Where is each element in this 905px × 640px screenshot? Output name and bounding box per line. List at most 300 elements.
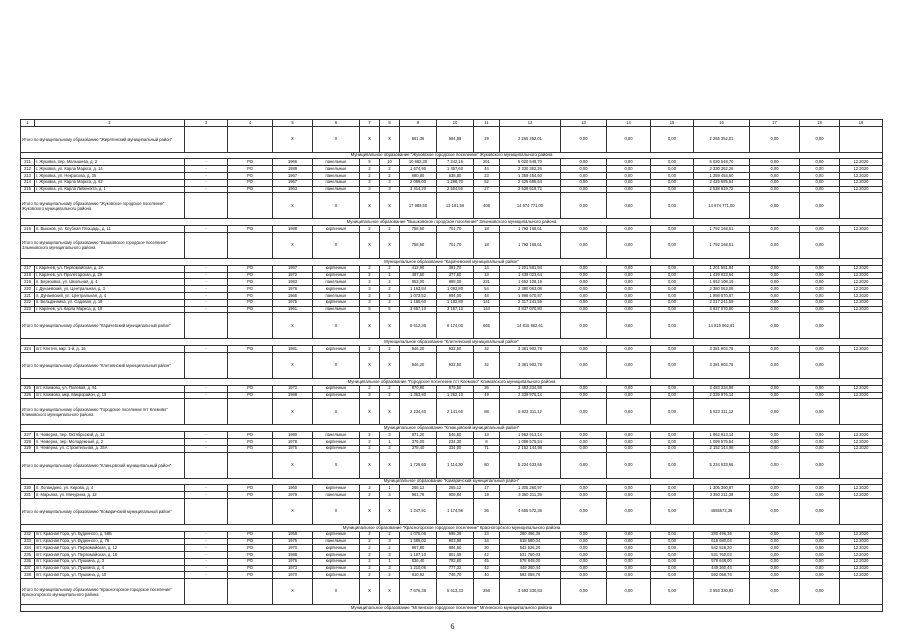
data-cell: 0,00: [800, 346, 840, 353]
row-number: 228: [21, 438, 35, 445]
data-cell: 0,00: [651, 186, 694, 193]
data-cell: 23: [474, 172, 500, 179]
data-cell: 0,00: [561, 572, 607, 579]
subtotal-cell: 0,00: [800, 579, 840, 605]
data-cell: РО: [228, 292, 273, 299]
subtotal-cell: X: [380, 352, 400, 378]
data-cell: 1965: [273, 292, 313, 299]
data-cell: 44: [474, 166, 500, 173]
data-cell: 777,32: [437, 565, 474, 572]
data-cell: 12.2020: [840, 279, 883, 286]
data-cell: 0,00: [607, 292, 651, 299]
data-cell: 0,00: [800, 265, 840, 272]
subtotal-cell: 0,00: [750, 498, 800, 524]
data-cell: 2: [380, 172, 400, 179]
data-cell: 0,00: [800, 166, 840, 173]
subtotal-cell: 0,00: [750, 232, 800, 258]
data-cell: панельные: [313, 179, 360, 186]
data-cell: 0,00: [800, 445, 840, 452]
data-cell: 0,00: [800, 565, 840, 572]
data-cell: 17: [474, 485, 500, 492]
data-cell: 0,00: [800, 292, 840, 299]
subtotal-cell: 0,00: [607, 579, 651, 605]
data-cell: 36: [474, 385, 500, 392]
data-cell: -: [185, 531, 228, 538]
data-cell: 542 526,20: [500, 545, 561, 552]
data-cell: 45: [474, 558, 500, 565]
data-cell: -: [185, 166, 228, 173]
data-cell: кирпичные: [313, 392, 360, 399]
header-cell: 11: [474, 120, 500, 127]
data-cell: 1: [380, 438, 400, 445]
data-cell: 578 648,00: [500, 558, 561, 565]
data-cell: панельные: [313, 186, 360, 193]
row-number: 218: [21, 272, 35, 279]
data-cell: 0,00: [750, 166, 800, 173]
subtotal-cell: 29: [474, 126, 500, 152]
subtotal-cell: 5 823 311,12: [500, 399, 561, 425]
subtotal-cell: X: [360, 399, 380, 425]
subtotal-cell: X: [273, 579, 313, 605]
data-cell: 1958: [273, 531, 313, 538]
data-cell: РО: [228, 306, 273, 313]
section-header-row: [21, 425, 883, 432]
subtotal-cell: 14 815 962,61: [694, 313, 750, 339]
subtotal-cell: [185, 126, 228, 152]
data-cell: 2: [380, 346, 400, 353]
data-cell: 0,00: [607, 179, 651, 186]
data-cell: РО: [228, 572, 273, 579]
subtotal-cell: 4 655 572,36: [500, 498, 561, 524]
data-cell: 0,00: [561, 392, 607, 399]
data-cell: кирпичные: [313, 385, 360, 392]
header-cell: 2: [35, 120, 185, 127]
subtotal-row: [21, 498, 883, 524]
data-cell: 1972: [273, 385, 313, 392]
subtotal-label: Итого по муниципальному образованию "Комаричский муниципальный район": [21, 498, 185, 524]
data-cell: 231: [474, 279, 500, 286]
address-cell: пгт. Клетня, мкр. 1-й, д. 16: [35, 346, 185, 353]
subtotal-cell: [840, 452, 883, 478]
data-cell: кирпичные: [313, 286, 360, 293]
subtotal-cell: 408: [474, 193, 500, 219]
data-cell: 0,00: [651, 445, 694, 452]
data-cell: -: [185, 558, 228, 565]
data-cell: кирпичные: [313, 558, 360, 565]
data-cell: 54: [474, 286, 500, 293]
subtotal-cell: 946,20: [400, 352, 437, 378]
subtotal-cell: 4655572,36: [694, 498, 750, 524]
subtotal-cell: X: [380, 579, 400, 605]
data-cell: 2 099,00: [400, 179, 437, 186]
data-cell: -: [185, 186, 228, 193]
data-cell: РО: [228, 445, 273, 452]
subtotal-label: Итого по муниципальному образованию "Красногорское городское поселение" Красногорского муниципального района: [21, 579, 185, 605]
data-cell: 6 020 548,70: [500, 159, 561, 166]
data-cell: 2 504,50: [437, 186, 474, 193]
data-cell: панельные: [313, 492, 360, 499]
header-cell: 15: [651, 120, 694, 127]
data-cell: 0,00: [651, 545, 694, 552]
data-cell: 0,00: [561, 438, 607, 445]
data-cell: 0,00: [607, 538, 651, 545]
data-cell: 2: [380, 292, 400, 299]
data-cell: 1 962 913,14: [694, 432, 750, 439]
data-cell: -: [185, 346, 228, 353]
data-cell: 0,00: [607, 299, 651, 306]
section-header-row: [21, 605, 883, 612]
table-row: [21, 538, 883, 545]
data-cell: 2: [360, 558, 380, 565]
data-cell: 1989: [273, 166, 313, 173]
data-cell: 946,20: [400, 346, 437, 353]
subtotal-cell: 36: [474, 498, 500, 524]
data-cell: -: [185, 552, 228, 559]
data-cell: 0,00: [651, 558, 694, 565]
data-cell: 3 157,10: [437, 306, 474, 313]
subtotal-cell: 256: [474, 579, 500, 605]
data-cell: 2 152 144,98: [694, 445, 750, 452]
data-cell: 1 201 581,94: [500, 265, 561, 272]
table-row: [21, 186, 883, 193]
table-row: [21, 299, 883, 306]
data-cell: 2 330 362,26: [500, 166, 561, 173]
subtotal-cell: 0,00: [607, 399, 651, 425]
subtotal-cell: 1 114,30: [437, 452, 474, 478]
subtotal-cell: X: [380, 452, 400, 478]
data-cell: 0,00: [800, 538, 840, 545]
data-cell: 2 538 919,72: [694, 186, 750, 193]
data-cell: 1988: [273, 392, 313, 399]
data-cell: 1 674,90: [400, 166, 437, 173]
data-cell: 0,00: [651, 531, 694, 538]
data-cell: 903,98: [437, 538, 474, 545]
subtotal-cell: [185, 352, 228, 378]
subtotal-cell: [185, 313, 228, 339]
subtotal-cell: 3 593 330,83: [694, 579, 750, 605]
address-cell: пгт. Красная Гора, ул. Первомайская, д. 12: [35, 545, 185, 552]
data-cell: 2: [360, 432, 380, 439]
data-cell: 0,00: [800, 299, 840, 306]
data-cell: 334,00: [437, 445, 474, 452]
data-cell: 0,00: [800, 159, 840, 166]
data-cell: 12.2020: [840, 226, 883, 233]
data-cell: 0,00: [607, 265, 651, 272]
subtotal-cell: [228, 232, 273, 258]
data-cell: 638,80: [437, 172, 474, 179]
data-cell: РО: [228, 226, 273, 233]
data-cell: РО: [228, 179, 273, 186]
data-cell: 0,00: [561, 558, 607, 565]
table-row: [21, 265, 883, 272]
subtotal-cell: 0,00: [750, 313, 800, 339]
subtotal-cell: X: [313, 232, 360, 258]
data-cell: 1 792 168,61: [694, 226, 750, 233]
row-number: 211: [21, 159, 35, 166]
subtotal-row: [21, 193, 883, 219]
data-cell: 12.2020: [840, 392, 883, 399]
data-cell: 12.2020: [840, 346, 883, 353]
data-cell: 0,00: [750, 179, 800, 186]
subtotal-cell: 80: [474, 452, 500, 478]
data-cell: РО: [228, 272, 273, 279]
address-cell: г. Карачев, ул. Пролетарская, д. 29: [35, 272, 185, 279]
data-cell: 2: [380, 166, 400, 173]
address-cell: п. Чемерна, пер. Молодежный, д. 2: [35, 438, 185, 445]
data-cell: 52: [474, 179, 500, 186]
subtotal-cell: 8 174,00: [437, 313, 474, 339]
data-cell: -: [185, 299, 228, 306]
subtotal-cell: 0,00: [651, 232, 694, 258]
data-cell: 0,00: [651, 172, 694, 179]
row-number: 237: [21, 565, 35, 572]
data-cell: -: [185, 265, 228, 272]
data-cell: 1973: [273, 565, 313, 572]
subtotal-cell: [185, 193, 228, 219]
data-cell: 1960: [273, 485, 313, 492]
data-cell: 42: [474, 552, 500, 559]
table-row: [21, 492, 883, 499]
data-cell: 3: [360, 186, 380, 193]
data-cell: 381,70: [437, 265, 474, 272]
data-cell: 0,00: [561, 531, 607, 538]
subtotal-cell: X: [313, 498, 360, 524]
subtotal-cell: 0,00: [800, 352, 840, 378]
data-cell: 2: [360, 531, 380, 538]
subtotal-cell: 0,00: [651, 126, 694, 152]
data-cell: 994,00: [437, 292, 474, 299]
subtotal-cell: [228, 352, 273, 378]
data-cell: 0,00: [651, 565, 694, 572]
subtotal-cell: [228, 579, 273, 605]
subtotal-cell: X: [313, 313, 360, 339]
data-cell: -: [185, 179, 228, 186]
data-cell: 3: [360, 299, 380, 306]
data-cell: 1981: [273, 346, 313, 353]
subtotal-cell: 0,00: [750, 579, 800, 605]
subtotal-cell: 0,00: [561, 193, 607, 219]
data-cell: 2: [380, 392, 400, 399]
data-cell: 961,79: [400, 492, 437, 499]
address-cell: г. Карачев, ул. Первомайская, д. 2А: [35, 265, 185, 272]
address-cell: пгт. Климово, мкр. Микрорайон, д. 19: [35, 392, 185, 399]
data-cell: 0,00: [607, 186, 651, 193]
subtotal-cell: 0,00: [607, 232, 651, 258]
table-row: [21, 558, 883, 565]
table-row: [21, 179, 883, 186]
data-cell: 3 483 334,98: [694, 385, 750, 392]
data-cell: -: [185, 545, 228, 552]
data-cell: 690,80: [400, 172, 437, 179]
data-cell: РО: [228, 558, 273, 565]
data-cell: 2: [360, 552, 380, 559]
subtotal-cell: X: [360, 579, 380, 605]
row-number: 212: [21, 166, 35, 173]
table-row: [21, 226, 883, 233]
data-cell: 1 652 108,19: [694, 279, 750, 286]
subtotal-cell: X: [360, 126, 380, 152]
section-header-row: [21, 478, 883, 485]
data-cell: 0,00: [750, 565, 800, 572]
data-cell: 0,00: [607, 226, 651, 233]
data-cell: 0,00: [607, 159, 651, 166]
row-number: 217: [21, 265, 35, 272]
data-cell: 0,00: [561, 172, 607, 179]
data-cell: 758,50: [400, 226, 437, 233]
data-cell: 49: [474, 392, 500, 399]
subtotal-cell: 0,00: [607, 352, 651, 378]
subtotal-cell: 0,00: [607, 313, 651, 339]
data-cell: 0,00: [800, 179, 840, 186]
data-cell: 2: [360, 572, 380, 579]
data-cell: 592 058,76: [500, 572, 561, 579]
data-cell: 0,00: [561, 565, 607, 572]
data-cell: панельные: [313, 538, 360, 545]
table-row: [21, 438, 883, 445]
subtotal-cell: 14 674 771,00: [500, 193, 561, 219]
data-cell: 0,00: [607, 572, 651, 579]
data-cell: панельные: [313, 306, 360, 313]
data-cell: 2 152 144,98: [500, 445, 561, 452]
data-cell: 377,60: [437, 272, 474, 279]
table-row: [21, 172, 883, 179]
data-cell: 2: [380, 299, 400, 306]
subtotal-cell: [228, 498, 273, 524]
data-cell: 618 680,04: [694, 538, 750, 545]
data-cell: 1967: [273, 179, 313, 186]
data-cell: 2: [360, 265, 380, 272]
data-cell: -: [185, 306, 228, 313]
data-cell: 0,00: [561, 166, 607, 173]
data-cell: кирпичные: [313, 265, 360, 272]
data-cell: РО: [228, 538, 273, 545]
table-row: [21, 445, 883, 452]
data-cell: 12.2020: [840, 179, 883, 186]
data-cell: 1970: [273, 572, 313, 579]
data-cell: 12.2020: [840, 432, 883, 439]
data-cell: 0,00: [607, 545, 651, 552]
data-cell: 0,00: [800, 545, 840, 552]
data-cell: 0,00: [800, 558, 840, 565]
subtotal-cell: [840, 193, 883, 219]
data-cell: 0,00: [561, 346, 607, 353]
header-cell: 16: [694, 120, 750, 127]
row-number: 225: [21, 385, 35, 392]
data-cell: 0,00: [651, 392, 694, 399]
section-header-row: [21, 258, 883, 265]
subtotal-cell: 1 726,60: [400, 452, 437, 478]
data-cell: 40: [474, 572, 500, 579]
data-cell: 1966: [273, 159, 313, 166]
data-cell: 1957: [273, 265, 313, 272]
data-cell: 12.2020: [840, 172, 883, 179]
subtotal-cell: 1 174,96: [437, 498, 474, 524]
subtotal-cell: 1 247,91: [400, 498, 437, 524]
data-cell: 0,00: [750, 385, 800, 392]
table-row: [21, 572, 883, 579]
data-cell: кирпичные: [313, 565, 360, 572]
data-cell: кирпичные: [313, 445, 360, 452]
data-cell: 2: [380, 279, 400, 286]
header-cell: 18: [800, 120, 840, 127]
data-cell: 3 657,10: [400, 306, 437, 313]
subtotal-cell: X: [360, 498, 380, 524]
subtotal-cell: 0,00: [651, 579, 694, 605]
data-cell: 1980: [273, 432, 313, 439]
header-cell: 9: [400, 120, 437, 127]
header-cell: 6: [313, 120, 360, 127]
data-cell: 0,00: [651, 292, 694, 299]
data-cell: 1963: [273, 186, 313, 193]
data-cell: 3: [360, 392, 380, 399]
subtotal-cell: 0,00: [607, 498, 651, 524]
subtotal-cell: [228, 126, 273, 152]
data-cell: 0,00: [750, 306, 800, 313]
data-cell: 3 381 902,78: [694, 346, 750, 353]
data-cell: 0,00: [561, 265, 607, 272]
data-cell: РО: [228, 166, 273, 173]
data-cell: 8: [474, 438, 500, 445]
data-cell: панельные: [313, 279, 360, 286]
data-cell: 1976: [273, 558, 313, 565]
subtotal-cell: 2 265 352,01: [500, 126, 561, 152]
data-cell: 144: [474, 306, 500, 313]
data-cell: 0,00: [561, 492, 607, 499]
header-cell: 4: [228, 120, 273, 127]
data-cell: -: [185, 565, 228, 572]
data-cell: 0,00: [800, 279, 840, 286]
row-number: 226: [21, 392, 35, 399]
data-cell: РО: [228, 531, 273, 538]
data-cell: кирпичные: [313, 572, 360, 579]
address-cell: г. Жуковка, ул. Некрасова, д. 35: [35, 172, 185, 179]
data-cell: 2: [360, 565, 380, 572]
subtotal-cell: X: [313, 452, 360, 478]
table-row: [21, 346, 883, 353]
subtotal-cell: [228, 313, 273, 339]
address-cell: г. Жуковка, пер. Малышева, д. 3: [35, 159, 185, 166]
data-cell: 1 305 360,97: [500, 485, 561, 492]
address-cell: г. Дунаевский, ул. Центральная, д. 3: [35, 286, 185, 293]
data-cell: 0,00: [750, 292, 800, 299]
subtotal-cell: 0,00: [561, 126, 607, 152]
address-cell: п. Вышков, ул. Клубная Площадь, д. 11: [35, 226, 185, 233]
data-cell: 280 496,36: [694, 531, 750, 538]
subtotal-cell: 3 381 902,78: [500, 352, 561, 378]
address-cell: п. Березовка, ул. Школьная, д. 4: [35, 279, 185, 286]
data-cell: РО: [228, 432, 273, 439]
data-cell: -: [185, 286, 228, 293]
data-cell: 2: [360, 172, 380, 179]
data-cell: РО: [228, 438, 273, 445]
data-cell: 0,00: [651, 485, 694, 492]
header-cell: 17: [750, 120, 800, 127]
subtotal-cell: [228, 452, 273, 478]
subtotal-cell: 0,00: [651, 313, 694, 339]
data-cell: 2: [360, 492, 380, 499]
data-cell: 1: [380, 485, 400, 492]
address-cell: пгт. Красная Гора, ул. Пушкина, д. 4: [35, 565, 185, 572]
data-cell: 3: [360, 286, 380, 293]
data-cell: 1 652 108,19: [500, 279, 561, 286]
address-cell: пгт. Красная Гора, ул. Первомайская, д. 18: [35, 552, 185, 559]
data-cell: -: [185, 385, 228, 392]
data-cell: 13: [474, 272, 500, 279]
data-cell: 0,00: [800, 552, 840, 559]
header-cell: 8: [380, 120, 400, 127]
subtotal-cell: 14 815 962,61: [500, 313, 561, 339]
data-cell: панельные: [313, 292, 360, 299]
